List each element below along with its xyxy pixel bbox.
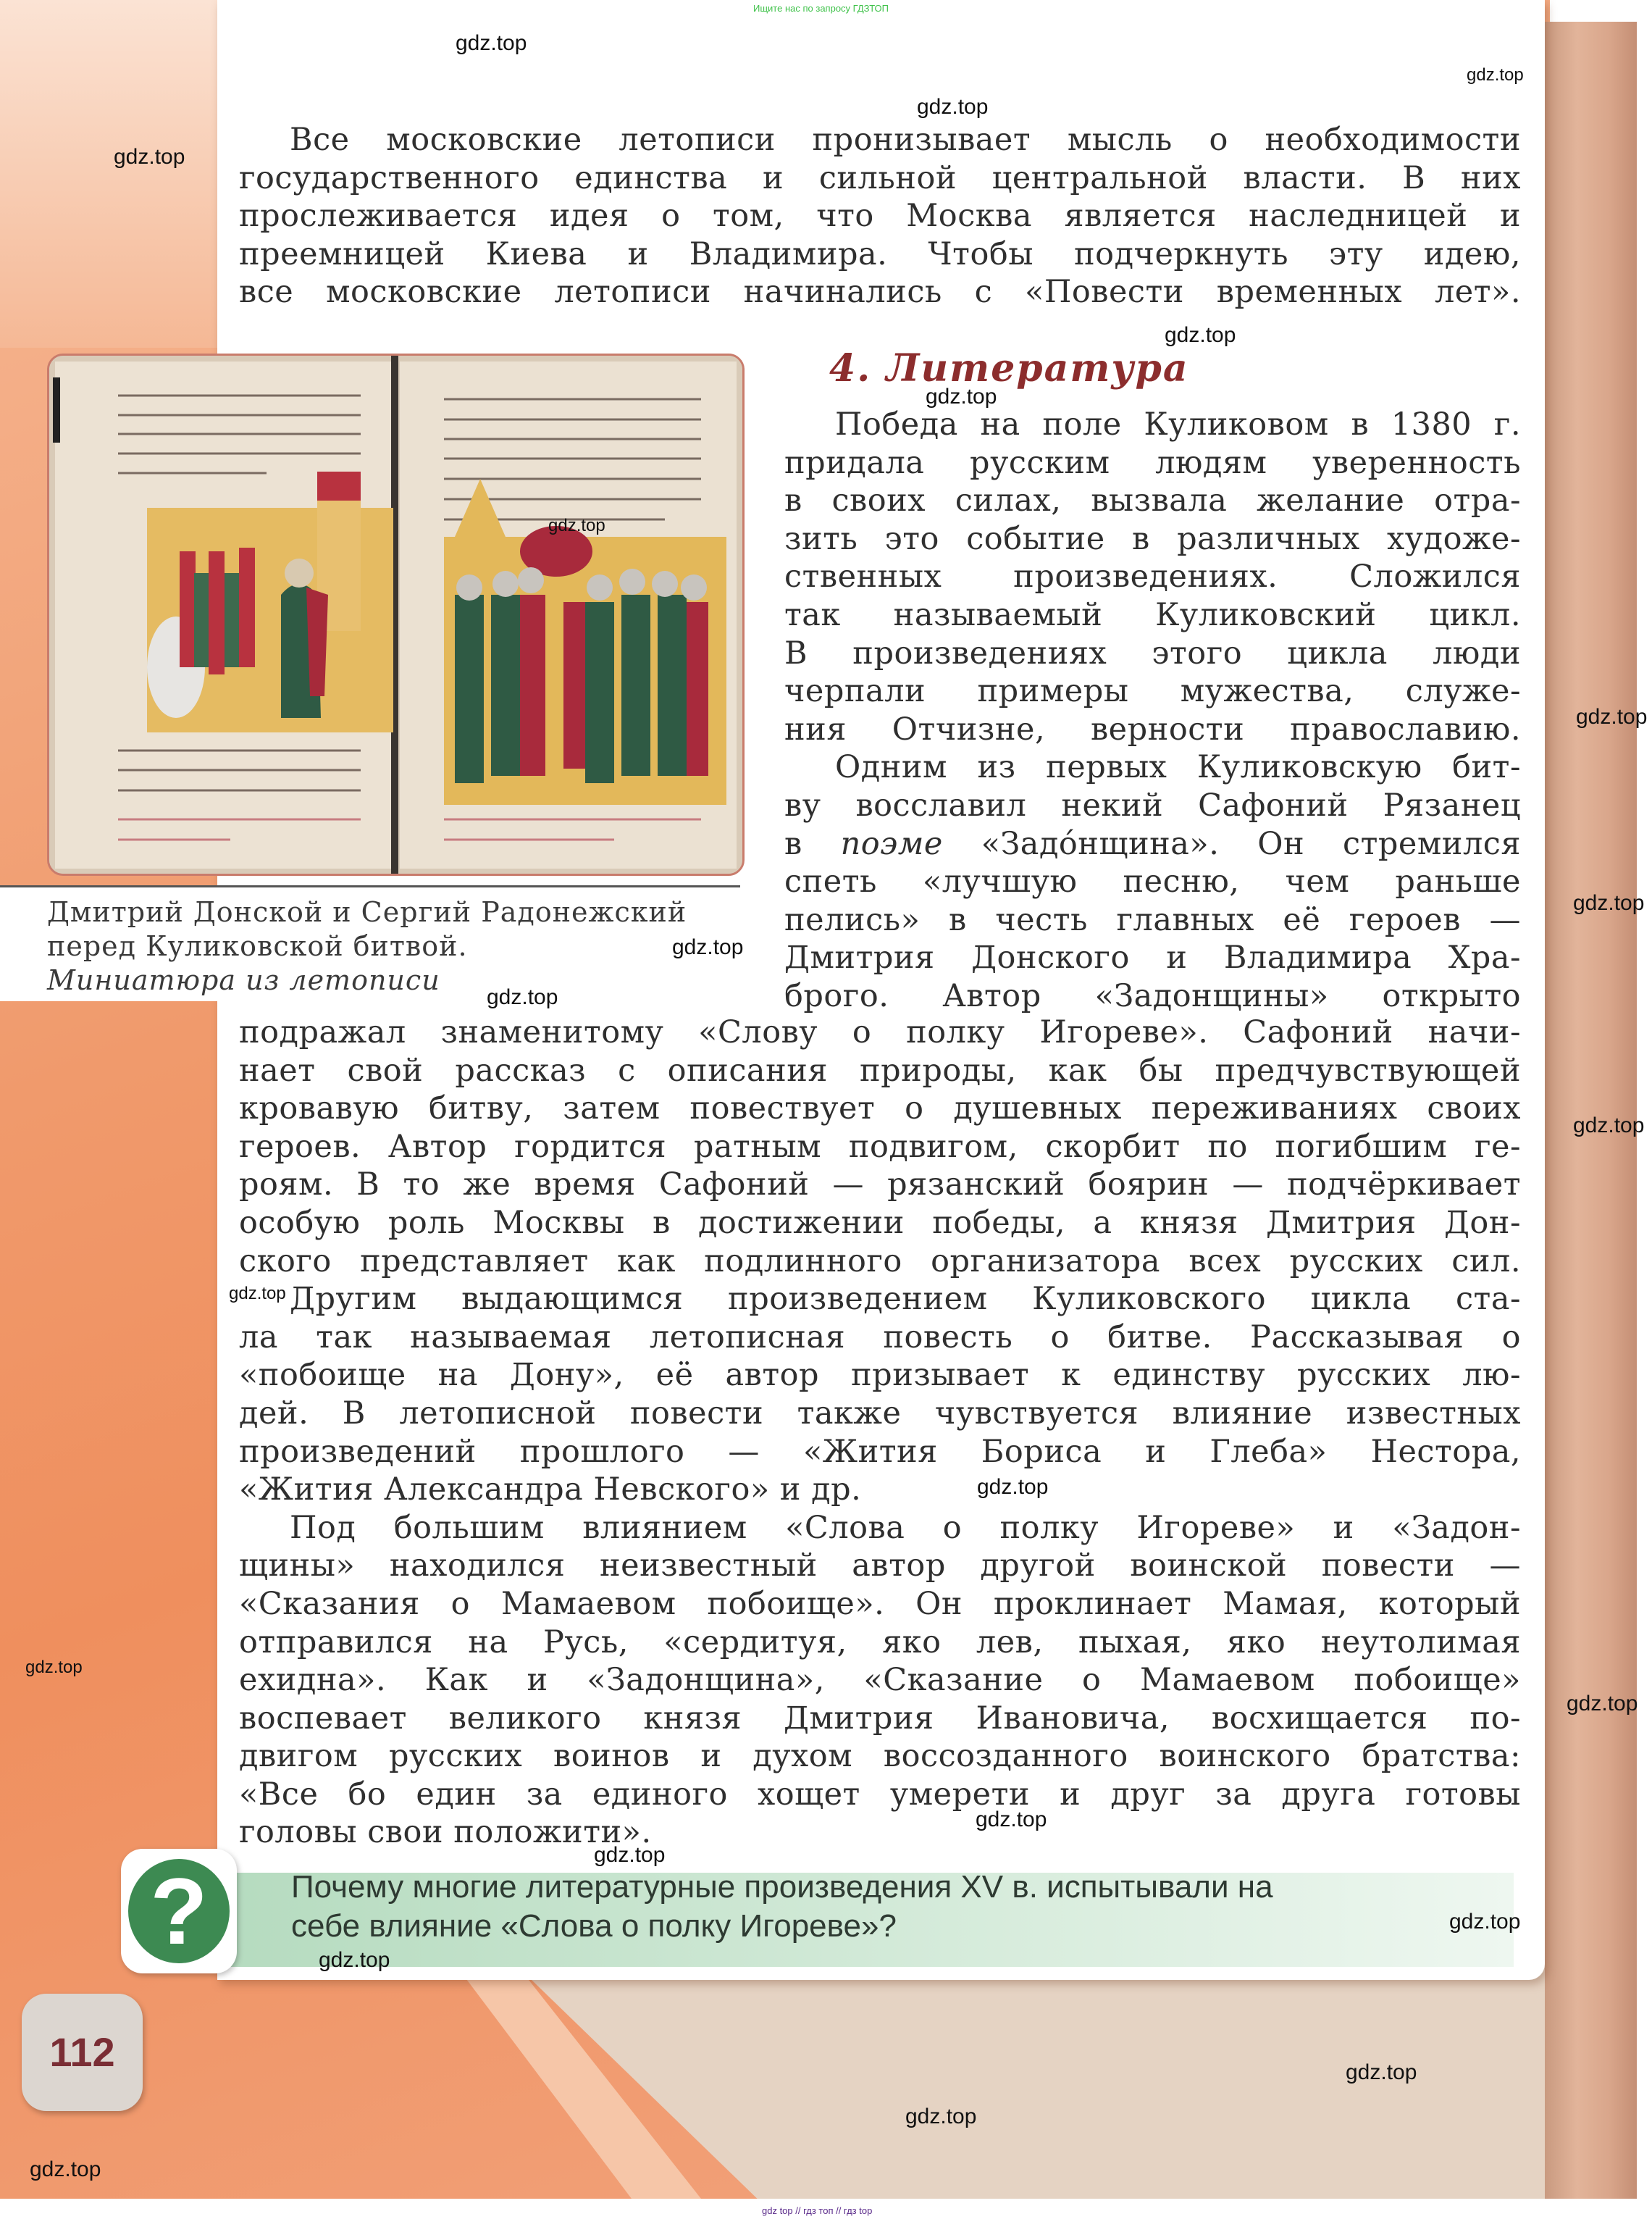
text-line: преемницей Киева и Владимира. Чтобы подчеркнуть эту идею, bbox=[239, 235, 1521, 272]
manuscript-miniature bbox=[47, 354, 745, 876]
caption-source: Миниатюра из летописи bbox=[47, 964, 440, 996]
watermark: gdz.top bbox=[594, 1843, 666, 1867]
intro-paragraph bbox=[239, 121, 1521, 312]
book-spine bbox=[1545, 22, 1637, 2199]
full-width-text bbox=[239, 1014, 1521, 1852]
text-line bbox=[784, 825, 1521, 864]
watermark: gdz.top bbox=[977, 1475, 1049, 1499]
right-column-text bbox=[784, 406, 1521, 1016]
text-line: «Жития Александра Невского» и др. bbox=[239, 1471, 862, 1508]
text-line: Дмитрия Донского и Владимира Хра- bbox=[784, 940, 1521, 977]
text-line: Победа на поле Куликовом в 1380 г. bbox=[835, 406, 1521, 443]
watermark: gdz.top bbox=[1165, 323, 1236, 347]
watermark: gdz.top bbox=[1346, 2060, 1417, 2084]
text-line: особую роль Москвы в достижении победы, а князя Дмитрия Дон- bbox=[239, 1204, 1521, 1241]
text-line: Одним из первых Куликовскую бит- bbox=[835, 749, 1521, 786]
italic-term: поэме bbox=[840, 825, 943, 862]
text-line: отправился на Русь, «сердитуя, яко лев, пыхая, яко неутолимая bbox=[239, 1623, 1521, 1660]
text-line: пелись» в честь главных её героев — bbox=[784, 901, 1521, 938]
text-line: кровавую битву, затем повествует о душевных переживаниях своих bbox=[239, 1090, 1521, 1127]
watermark: gdz.top bbox=[487, 985, 558, 1009]
watermark: gdz.top bbox=[926, 385, 997, 409]
watermark: gdz.top bbox=[1573, 891, 1645, 915]
watermark: gdz.top bbox=[548, 516, 605, 535]
watermark: gdz.top bbox=[672, 935, 744, 959]
text-line: дей. В летописной повести также чувствуется влияние известных bbox=[239, 1395, 1521, 1432]
text-line: все московские летописи начинались с «Повести временных лет». bbox=[239, 274, 1521, 311]
figure-caption bbox=[47, 895, 687, 998]
review-question bbox=[291, 1868, 1273, 1946]
text-line: произведений прошлого — «Жития Бориса и Глеба» Нестора, bbox=[239, 1433, 1521, 1470]
top-search-note: Ищите нас по запросу ГДЗТОП bbox=[753, 3, 889, 14]
watermark: gdz.top bbox=[1567, 1692, 1638, 1716]
text-line: Другим выдающимся произведением Куликовского цикла ста- bbox=[290, 1281, 1521, 1318]
section-heading: 4. Литература bbox=[829, 346, 1189, 390]
background-fade bbox=[0, 0, 217, 348]
text-line: ехидна». Как и «Задонщина», «Сказание о Мамаевом побоище» bbox=[239, 1662, 1521, 1699]
watermark: gdz.top bbox=[1573, 1113, 1645, 1137]
text-fragment: «Задóнщина». Он стремился bbox=[942, 825, 1521, 862]
manuscript-illustration bbox=[49, 356, 742, 874]
watermark: gdz.top bbox=[1576, 705, 1648, 729]
watermark: gdz.top bbox=[976, 1808, 1047, 1831]
text-line: двигом русских воинов и духом воссозданного воинского братства: bbox=[239, 1738, 1521, 1775]
text-line: В произведениях этого цикла люди bbox=[784, 635, 1521, 672]
caption-line: Дмитрий Донской и Сергий Радонежский bbox=[47, 896, 687, 928]
text-line: нает свой рассказ с описания природы, как бы предчувствующей bbox=[239, 1052, 1521, 1089]
text-line: прослеживается идея о том, что Москва является наследницей и bbox=[239, 198, 1521, 235]
watermark: gdz.top bbox=[1467, 65, 1524, 85]
watermark: gdz.top bbox=[25, 1658, 83, 1677]
watermark: gdz.top bbox=[456, 31, 527, 55]
text-line: подражал знаменитому «Слову о полку Игореве». Сафоний начи- bbox=[239, 1014, 1521, 1050]
question-mark-icon: ? bbox=[128, 1859, 230, 1963]
text-line: придала русским людям уверенность bbox=[784, 444, 1521, 481]
watermark: gdz.top bbox=[1449, 1910, 1521, 1934]
text-line: в своих силах, вызвала желание отра- bbox=[784, 482, 1521, 519]
text-line: роям. В то же время Сафоний — рязанский боярин — подчёркивает bbox=[239, 1166, 1521, 1203]
watermark: gdz.top bbox=[114, 145, 185, 169]
text-line: воспевает великого князя Дмитрия Ивановича, восхищается по- bbox=[239, 1700, 1521, 1737]
text-line: щины» находился неизвестный автор другой воинской повести — bbox=[239, 1547, 1521, 1584]
text-line: зить это событие в различных художе- bbox=[784, 520, 1521, 557]
text-line: ственных произведениях. Сложился bbox=[784, 559, 1521, 596]
text-line: ву восславил некий Сафоний Рязанец bbox=[784, 787, 1521, 824]
bottom-watermark-note: gdz top // гдз топ // гдз top bbox=[762, 2205, 873, 2216]
text-line: государственного единства и сильной центральной власти. В них bbox=[239, 159, 1521, 196]
text-line: «побоище на Дону», её автор призывает к единству русских лю- bbox=[239, 1357, 1521, 1394]
caption-line: перед Куликовской битвой. bbox=[47, 930, 468, 962]
text-line: ского представляет как подлинного организатора всех русских сил. bbox=[239, 1242, 1521, 1279]
watermark: gdz.top bbox=[319, 1948, 390, 1972]
caption-divider bbox=[0, 885, 740, 887]
text-line: героев. Автор гордится ратным подвигом, скорбит по погибшим ге- bbox=[239, 1128, 1521, 1165]
page-number: 112 bbox=[22, 1994, 143, 2111]
watermark: gdz.top bbox=[229, 1284, 286, 1303]
text-line: «Сказания о Мамаевом побоище». Он проклинает Мамая, который bbox=[239, 1585, 1521, 1622]
text-line: ла так называемая летописная повесть о битве. Рассказывая о bbox=[239, 1319, 1521, 1355]
text-line: Под большим влиянием «Слова о полку Игореве» и «Задон- bbox=[290, 1509, 1521, 1546]
text-line: головы свои положити». bbox=[239, 1814, 652, 1851]
text-line: ния Отчизне, верности православию. bbox=[784, 711, 1521, 748]
question-icon-badge bbox=[121, 1849, 237, 1973]
text-line: Все московские летописи пронизывает мысль о необходимости bbox=[290, 122, 1521, 158]
text-fragment: в bbox=[784, 825, 841, 862]
text-line: брого. Автор «Задонщины» открыто bbox=[784, 977, 1521, 1014]
watermark: gdz.top bbox=[917, 95, 989, 119]
watermark: gdz.top bbox=[905, 2105, 977, 2128]
text-line: так называемый Куликовский цикл. bbox=[784, 596, 1521, 633]
question-line: себе влияние «Слова о полку Игореве»? bbox=[291, 1908, 897, 1944]
text-line: спеть «лучшую песню, чем раньше bbox=[784, 864, 1521, 900]
question-line: Почему многие литературные произведения XV в. испытывали на bbox=[291, 1869, 1273, 1905]
watermark: gdz.top bbox=[30, 2157, 101, 2181]
text-line: «Все бо един за единого хощет умерети и друг за друга готовы bbox=[239, 1776, 1521, 1813]
text-line: черпали примеры мужества, служе- bbox=[784, 673, 1521, 710]
